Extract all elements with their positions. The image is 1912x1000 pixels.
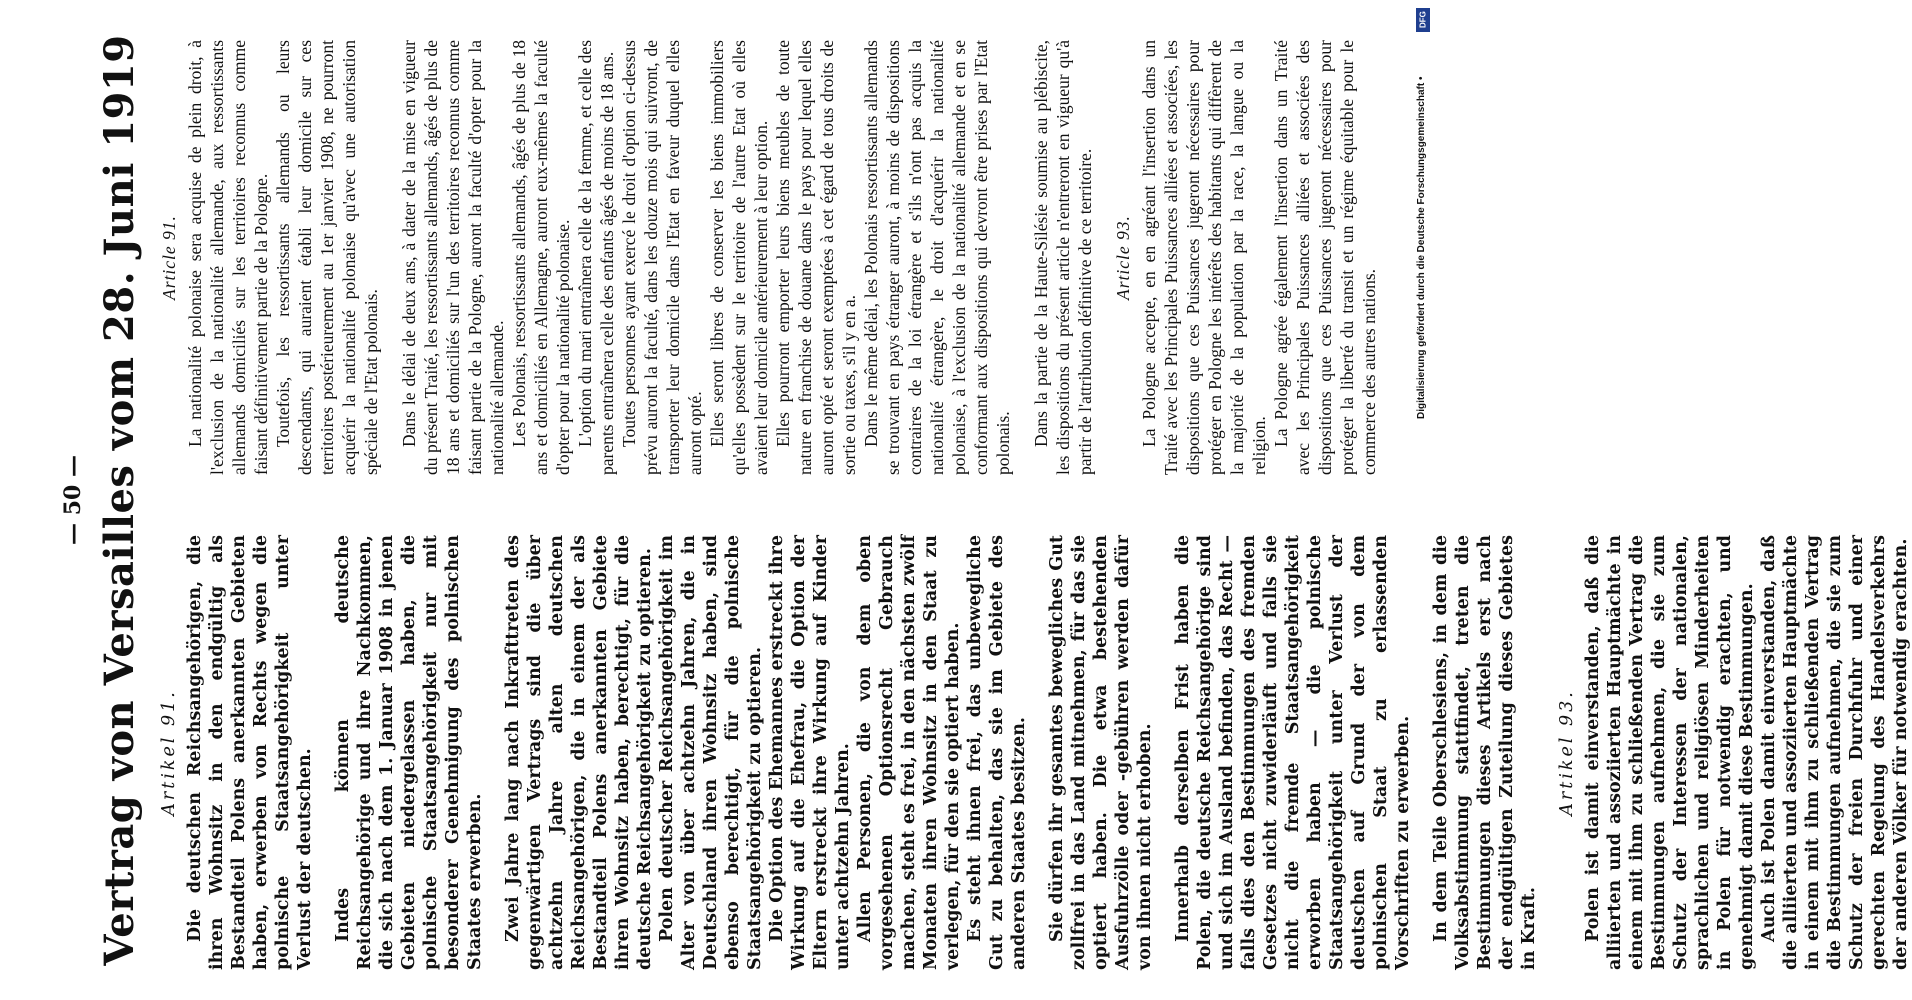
french-article-93-heading: Article 93.	[1113, 215, 1133, 300]
dfg-logo: DFG	[1416, 8, 1430, 32]
french-paragraph: L'option du mari entraînera celle de la femme, et celle des parents entraînera celle des enfants âgés de moins de 18 ans.	[575, 40, 617, 475]
french-paragraph: Dans le délai de deux ans, à dater de la mise en vigueur du présent Traité, les ressortissants allemands, âgés de plus de 18 ans et domiciliés sur l'un des territoires reconnus comme faisant partie de la Pologne, auront la faculté d'opter pour la nationalité allemande.	[399, 40, 507, 475]
german-paragraph: Polen deutscher Reichsangehörigkeit im Alter von über achtzehn Jahren, die in Deutschland ihren Wohnsitz haben, sind ebenso berechtigt, für die polnische Staatsangehörigkeit zu optieren.	[657, 535, 765, 970]
french-paragraph: Dans le même délai, les Polonais ressortissants allemands se trouvant en pays étranger auront, à moins de dispositions contraires de la loi étrangère et s'ils n'ont pas acquis la nationalité étrangère, le droit d'acquérir la nationalité polonaise, à l'exclusion de la nationalité allemande et en se conformant aux dispositions qui devront être prises par l'Etat polonais.	[861, 40, 1013, 475]
french-paragraph: La nationalité polonaise sera acquise de plein droit, à l'exclusion de la nationalité allemande, aux ressortissants allemands domiciliés sur les territoires reconnus comme faisant définitivement partie de la Pologne.	[185, 40, 271, 475]
digitization-credit-strip	[1412, 0, 1434, 1000]
french-paragraph: Elles seront libres de conserver les biens immobiliers qu'elles possèdent sur le territoire de l'autre Etat où elles avaient leur domicile antérieurement à leur option.	[707, 40, 771, 475]
german-column	[152, 535, 1912, 970]
german-paragraph: Auch ist Polen damit einverstanden, daß die alliierten und assoziierten Hauptmächte in einem mit ihm zu schließenden Vertrag die Bestimmungen aufnehmen, die sie zum Schutz der freien Durchfuhr und einer gerechten Regelung des Handelsverkehrs der anderen Völker für notwendig erachten.	[1759, 535, 1911, 970]
german-paragraph: Die deutschen Reichsangehörigen, die ihren Wohnsitz in den endgültig als Bestandteil Polens anerkannten Gebieten haben, erwerben von Rechts wegen die polnische Staatsangehörigkeit unter Verlust der deutschen.	[185, 535, 315, 970]
german-paragraph: In dem Teile Oberschlesiens, in dem die Volksabstimmung stattfindet, treten die Bestimmungen dieses Artikels erst nach der endgültigen Zuteilung dieses Gebietes in Kraft.	[1431, 535, 1539, 970]
german-article-91-heading: Artikel 91.	[159, 689, 179, 816]
german-paragraph: Die Option des Ehemannes erstreckt ihre Wirkung auf die Ehefrau, die Option der Eltern erstreckt ihre Wirkung auf Kinder unter achtzehn Jahren.	[767, 535, 853, 970]
french-paragraph: Toutes personnes ayant exercé le droit d'option ci-dessus prévu auront la faculté, dans les douze mois qui suivront, de transporter leur domicile dans l'Etat en faveur duquel elles auront opté.	[619, 40, 705, 475]
german-paragraph: Polen ist damit einverstanden, daß die alliierten und assoziierten Hauptmächte in einem mit ihm zu schließenden Vertrag die Bestimmungen aufnehmen, die sie zum Schutz der Interessen der nationalen, sprachlichen und religiösen Minderheiten in Polen für notwendig erachten, und genehmigt damit diese Bestimmungen.	[1583, 535, 1757, 970]
german-paragraph: Sie dürfen ihr gesamtes bewegliches Gut zollfrei in das Land mitnehmen, für das sie optiert haben. Die etwa bestehenden Ausfuhrzölle oder -gebühren werden dafür von ihnen nicht erhoben.	[1047, 535, 1155, 970]
french-column	[152, 40, 1380, 475]
german-article-93-heading: Artikel 93.	[1557, 689, 1577, 816]
french-paragraph: Toutefois, les ressortissants allemands ou leurs descendants, qui auraient établi leur domicile sur ces territoires postérieurement au 1er janvier 1908, ne pourront acquérir la nationalité polonaise qu'avec une autorisation spéciale de l'Etat polonais.	[273, 40, 381, 475]
german-paragraph: Zwei Jahre lang nach Inkrafttreten des gegenwärtigen Vertrags sind die über achtzehn Jahre alten deutschen Reichsangehörigen, die in einem der als Bestandteil Polens anerkannten Gebiete ihren Wohnsitz haben, berechtigt, für die deutsche Reichsangehörigkeit zu optieren.	[503, 535, 655, 970]
german-paragraph: Es steht ihnen frei, das unbewegliche Gut zu behalten, das sie im Gebiete des anderen Staates besitzen.	[965, 535, 1029, 970]
german-paragraph: Allen Personen, die von dem oben vorgesehenen Optionsrecht Gebrauch machen, steht es frei, in den nächsten zwölf Monaten ihren Wohnsitz in den Staat zu verlegen, für den sie optiert haben.	[855, 535, 963, 970]
page-title: Vertrag von Versailles vom 28. Juni 1919	[96, 34, 143, 966]
french-paragraph: Les Polonais, ressortissants allemands, âgés de plus de 18 ans et domiciliés en Allemagne, auront eux-mêmes la faculté d'opter pour la nationalité polonaise.	[509, 40, 573, 475]
french-paragraph: Elles pourront emporter leurs biens meubles de toute nature en franchise de douane dans le pays pour lequel elles auront opté et seront exemptées à cet égard de tous droits de sortie ou taxes, s'il y en a.	[773, 40, 859, 475]
german-paragraph: Indes können deutsche Reichsangehörige und ihre Nachkommen, die sich nach dem 1. Januar 1908 in jenen Gebieten niedergelassen haben, die polnische Staatsangehörigkeit nur mit besonderer Genehmigung des polnischen Staates erwerben.	[333, 535, 485, 970]
french-paragraph: La Pologne accepte, en en agréant l'insertion dans un Traité avec les Principales Puissances alliées et associées, les dispositions que ces Puissances jugeront nécessaires pour protéger en Pologne les intérêts des habitants qui diffèrent de la majorité de la population par la race, la langue ou la religion.	[1139, 40, 1269, 475]
digitization-credit: Digitalisierung gefördert durch die Deutsche Forschungsgemeinschaft •	[1416, 76, 1427, 419]
german-paragraph: Innerhalb derselben Frist haben die Polen, die deutsche Reichsangehörige sind und sich im Ausland befinden, das Recht — falls dies den Bestimmungen des fremden Gesetzes nicht zuwiderläuft und falls sie nicht die fremde Staatsangehörigkeit erworben haben — die polnische Staatsangehörigkeit unter Verlust der deutschen auf Grund der von dem polnischen Staat zu erlassenden Vorschriften zu erwerben.	[1173, 535, 1413, 970]
page-number: — 50 —	[60, 455, 86, 545]
french-paragraph: La Pologne agrée également l'insertion dans un Traité avec les Principales Puissances alliées et associées des dispositions que ces Puissances jugeront nécessaires pour protéger la liberté du transit et un régime équitable pour le commerce des autres nations.	[1271, 40, 1379, 475]
french-paragraph: Dans la partie de la Haute-Silésie soumise au plébiscite, les dispositions du présent article n'entreront en vigueur qu'à partir de l'attribution définitive de ce territoire.	[1031, 40, 1095, 475]
french-article-91-heading: Article 91.	[159, 215, 179, 300]
